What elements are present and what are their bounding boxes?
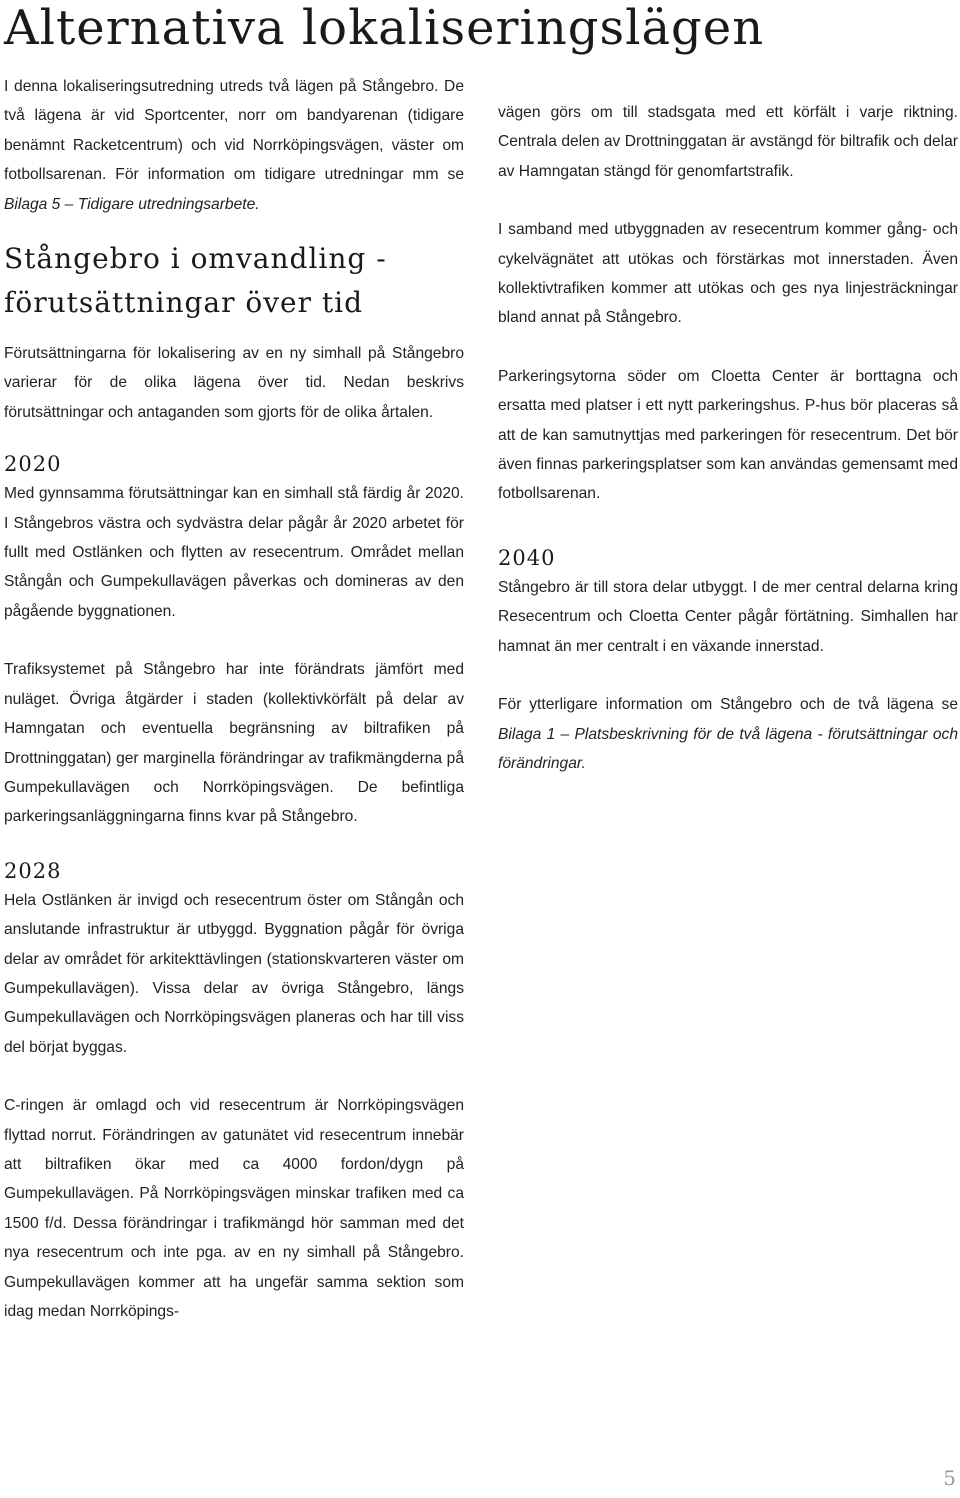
page-title: Alternativa lokaliseringslägen (4, 0, 765, 56)
page-number: 5 (943, 1466, 956, 1490)
year-2020-paragraph-2: Trafiksystemet på Stångebro har inte förändrats jämfört med nuläget. Övriga åtgärder i staden (kollektivkörfält på delar av Hamngatan och eventuella begränsning av biltrafiken på Drottninggatan) ger marginella förändringar av trafikmängderna på Gumpekullavägen och Norrköpingsvägen. De befintliga parkeringsanläggningarna finns kvar på Stångebro. (4, 661, 464, 826)
section-intro-paragraph: Förutsättningarna för lokalisering av en ny simhall på Stångebro varierar för de olika lägena över tid. Nedan beskrivs förutsättningar och antaganden som gjorts för de olika årtalen. (4, 345, 464, 421)
intro-reference: Bilaga 5 – Tidigare utredningsarbete. (4, 195, 260, 213)
more-info-reference: Bilaga 1 – Platsbeskrivning för de två lägena - förutsättningar och förändringar. (498, 725, 958, 772)
more-info-paragraph (498, 690, 958, 778)
year-2020-heading: 2020 (4, 452, 62, 477)
year-2028-paragraph-2: C-ringen är omlagd och vid resecentrum är Norrköpingsvägen flyttad norrut. Förändringen av gatunätet vid resecentrum innebär att biltrafiken ökar med ca 4000 fordon/dygn på Gumpekullavägen. På Norrköpingsvägen minskar trafiken med ca 1500 f/d. Dessa förändringar i trafikmängd hör samman med det nya resecentrum och inte pga. av en ny simhall på Stångebro. Gumpekullavägen kommer att ha ungefär samma sektion som idag medan Norrköpings- (4, 1097, 464, 1320)
more-info-text: För ytterligare information om Stångebro och de två lägena se (498, 696, 958, 714)
intro-paragraph (4, 72, 464, 219)
right-paragraph-2: I samband med utbyggnaden av resecentrum kommer gång- och cykelvägnätet att utökas och förstärkas mot innerstaden. Även kollektivtrafiken kommer att utökas och ges nya linjesträckningar bland annat på Stångebro. (498, 221, 958, 327)
section-heading: Stångebro i omvandling - förutsättningar över tid (4, 242, 387, 320)
right-paragraph-1: vägen görs om till stadsgata med ett körfält i varje riktning. Centrala delen av Drottninggatan är avstängd för biltrafik och delar av Hamngatan stängd för genomfartstrafik. (498, 104, 958, 180)
right-column (498, 98, 958, 778)
year-2028-heading: 2028 (4, 858, 62, 883)
right-paragraph-3: Parkeringsytorna söder om Cloetta Center är borttagna och ersatta med platser i ett nytt parkeringshus. P-hus bör placeras så att de kan samutnyttjas med parkeringen för resecentrum. Det bör även finnas parkeringsplatser som kan användas gemensamt med fotbollsarenan. (498, 367, 958, 503)
year-2028-paragraph-1: Hela Ostlänken är invigd och resecentrum öster om Stångån och anslutande infrastruktur är utbyggd. Byggnation pågår för övriga delar av området för arkitekttävlingen (stationskvarteren väster om Gumpekullavägen). Vissa delar av övriga Stångebro, längs Gumpekullavägen och Norrköpingsvägen planeras och har till viss del börjat byggas. (4, 891, 464, 1056)
year-2040-heading: 2040 (498, 545, 556, 570)
year-2020-paragraph-1: Med gynnsamma förutsättningar kan en simhall stå färdig år 2020. I Stångebros västra och sydvästra delar pågår år 2020 arbetet för fullt med Ostlänken och flytten av resecentrum. Området mellan Stångån och Gumpekullavägen påverkas och domineras av den pågående byggnationen. (4, 485, 464, 620)
left-column (4, 72, 464, 1326)
intro-text: I denna lokaliseringsutredning utreds två lägen på Stångebro. De två lägena är vid Sportcenter, norr om bandyarenan (tidigare benämnt Racketcentrum) och vid Norrköpingsvägen, väster om fotbollsarenan. För information om tidigare utredningar mm se (4, 78, 464, 184)
year-2040-paragraph: Stångebro är till stora delar utbyggt. I de mer central delarna kring Resecentrum och Cloetta Center pågår förtätning. Simhallen har hamnat än mer centralt i en växande innerstad. (498, 578, 958, 655)
